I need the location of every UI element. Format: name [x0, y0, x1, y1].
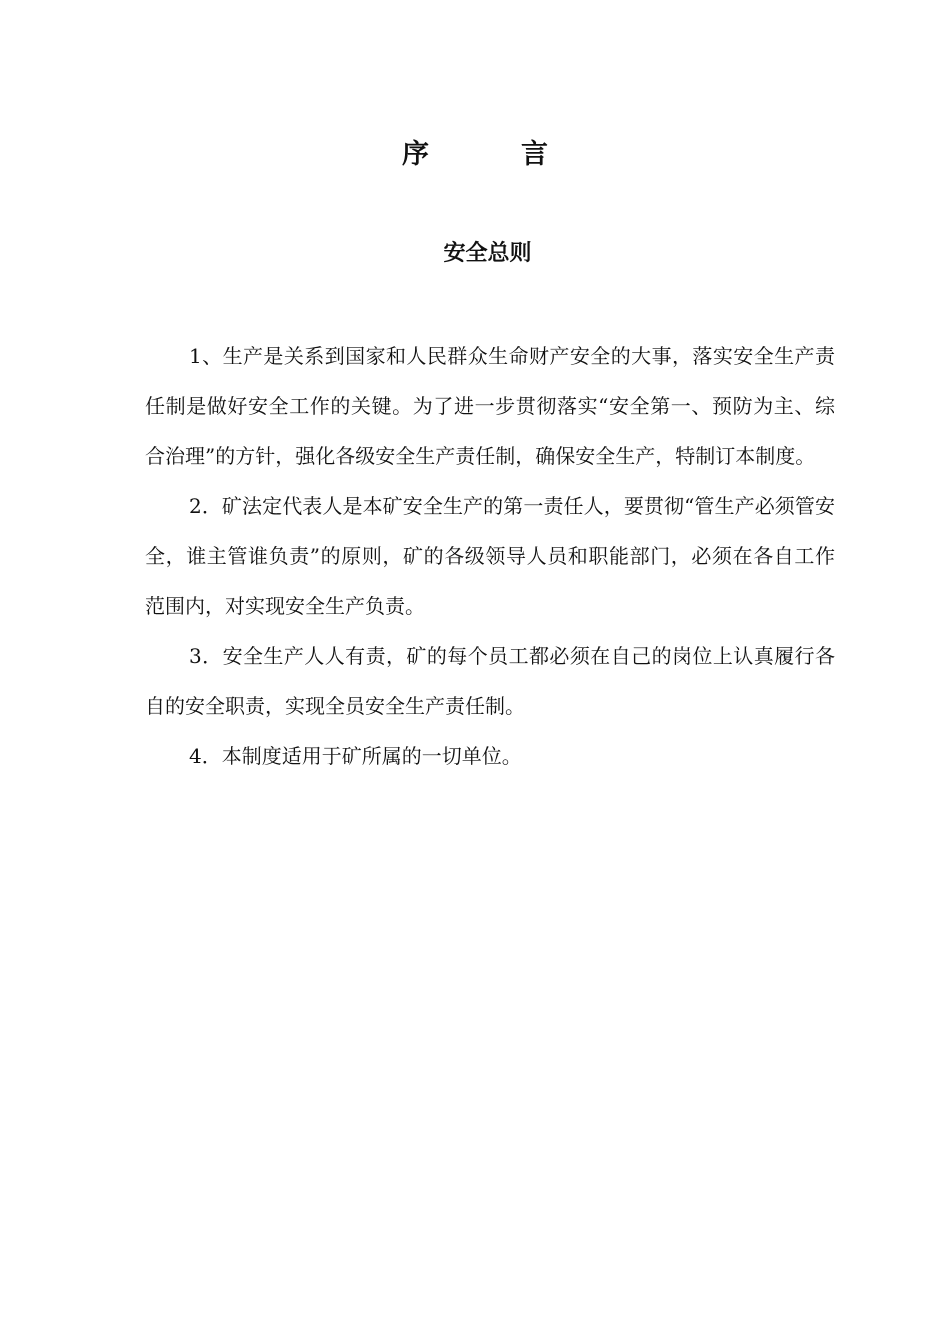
title-char-1: 序: [402, 139, 429, 170]
section-heading: 安全总则: [443, 241, 532, 266]
paragraph-3: 3．安全生产人人有责，矿的每个员工都必须在自己的岗位上认真履行各自的安全职责，实现全员安全生产责任制。: [145, 644, 835, 718]
paragraph-4: 4．本制度适用于矿所属的一切单位。: [189, 744, 522, 768]
page-title: [0, 132, 950, 171]
paragraph-2: 2．矿法定代表人是本矿安全生产的第一责任人，要贯彻“管生产必须管安全，谁主管谁负责”的原则，矿的各级领导人员和职能部门，必须在各自工作范围内，对实现安全生产负责。: [145, 494, 835, 618]
document-body: [145, 331, 835, 781]
paragraph-1: 1、生产是关系到国家和人民群众生命财产安全的大事，落实安全生产责任制是做好安全工作的关键。为了进一步贯彻落实“安全第一、预防为主、综合治理”的方针，强化各级安全生产责任制，确保安全生产，特制订本制度。: [145, 344, 835, 468]
title-char-2: 言: [521, 139, 548, 170]
